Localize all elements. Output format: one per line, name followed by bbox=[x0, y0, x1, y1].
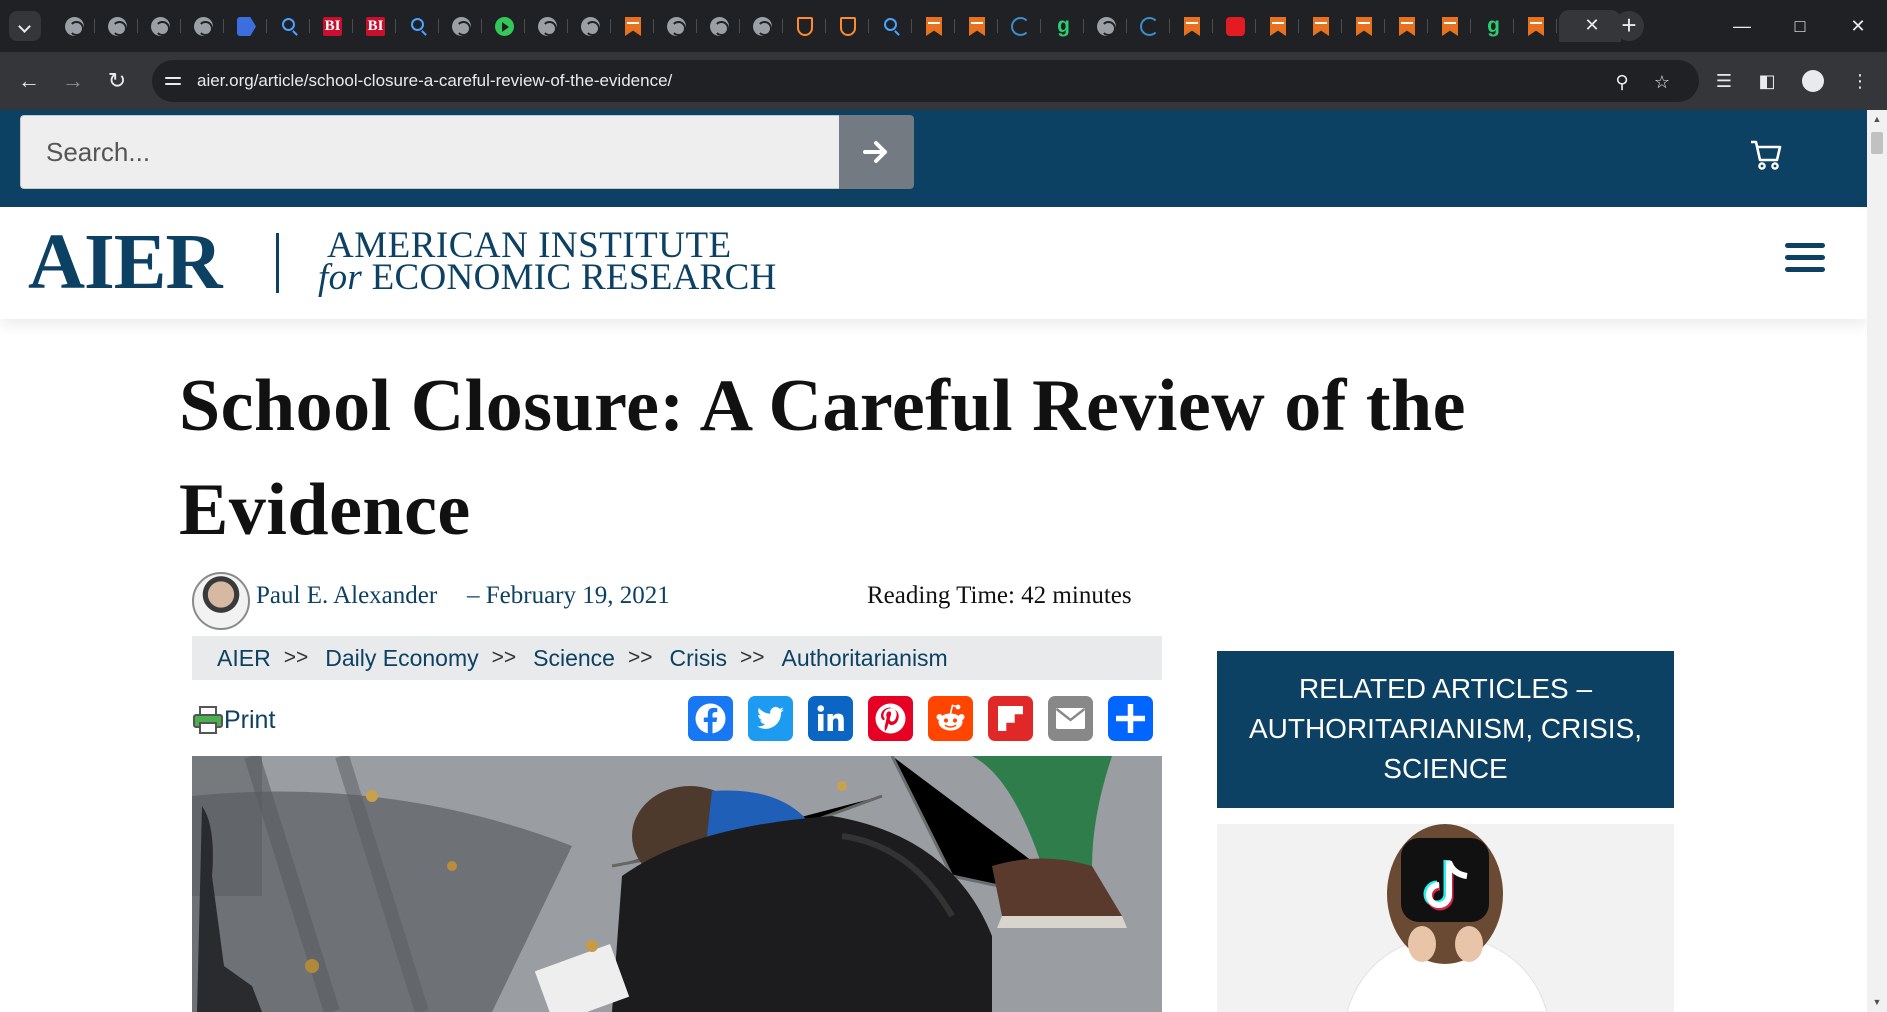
pinterest-share-button[interactable] bbox=[868, 696, 913, 741]
scroll-down-arrow[interactable]: ▼ bbox=[1872, 997, 1882, 1007]
blue-tag-icon bbox=[237, 17, 256, 36]
search-icon bbox=[411, 18, 424, 31]
breadcrumb-separator: >> bbox=[740, 646, 765, 669]
globe-icon bbox=[452, 17, 471, 36]
logo-line-2-text: ECONOMIC RESEARCH bbox=[371, 257, 777, 298]
browser-tab[interactable] bbox=[783, 10, 826, 42]
article-title: School Closure: A Careful Review of the Evidence bbox=[179, 365, 1467, 551]
browser-tab[interactable] bbox=[955, 10, 998, 42]
browser-tab[interactable] bbox=[525, 10, 568, 42]
globe-icon bbox=[108, 17, 127, 36]
site-search-input[interactable]: Search... bbox=[20, 115, 840, 189]
browser-tab[interactable] bbox=[224, 10, 267, 42]
side-panel-icon[interactable]: ◧ bbox=[1758, 71, 1776, 91]
arrow-right-icon bbox=[861, 137, 891, 167]
close-tab-icon[interactable]: ✕ bbox=[1584, 15, 1600, 35]
pinterest-icon bbox=[868, 696, 913, 741]
new-tab-button[interactable]: + bbox=[1614, 11, 1644, 41]
bookmark-icon bbox=[1313, 17, 1329, 36]
site-top-bar bbox=[0, 110, 1867, 207]
browser-tab[interactable] bbox=[1170, 10, 1213, 42]
related-article-photo bbox=[1217, 824, 1674, 1012]
shield-icon bbox=[797, 17, 813, 36]
reading-time: Reading Time: 42 minutes bbox=[867, 582, 1132, 609]
reddit-share-button[interactable] bbox=[928, 696, 973, 741]
browser-tab[interactable] bbox=[310, 10, 353, 42]
search-submit-button[interactable] bbox=[839, 115, 914, 189]
email-icon bbox=[1048, 696, 1093, 741]
twitter-icon bbox=[748, 696, 793, 741]
minimize-button[interactable]: — bbox=[1733, 16, 1751, 36]
breadcrumb-separator: >> bbox=[283, 646, 309, 669]
bookmark-icon bbox=[1399, 17, 1415, 36]
browser-tab[interactable] bbox=[1256, 10, 1299, 42]
logo-divider bbox=[276, 233, 279, 293]
flipboard-icon bbox=[988, 696, 1033, 741]
back-button[interactable]: ← bbox=[18, 68, 40, 93]
facebook-share-button[interactable] bbox=[688, 696, 733, 741]
browser-tab[interactable] bbox=[1385, 10, 1428, 42]
globe-icon bbox=[151, 17, 170, 36]
plus-icon bbox=[1108, 696, 1153, 741]
hamburger-menu-icon[interactable] bbox=[1785, 241, 1825, 275]
media-controls-icon[interactable]: ☰ bbox=[1715, 71, 1733, 91]
facebook-icon bbox=[688, 696, 733, 741]
printer-icon bbox=[192, 705, 224, 735]
globe-icon bbox=[667, 17, 686, 36]
globe-icon bbox=[753, 17, 772, 36]
logo-line-1[interactable]: AMERICAN INSTITUTE bbox=[327, 225, 732, 266]
globe-icon bbox=[581, 17, 600, 36]
browser-tab[interactable] bbox=[1428, 10, 1471, 42]
browser-tab[interactable] bbox=[1514, 10, 1557, 42]
breadcrumb-item[interactable]: Authoritarianism bbox=[781, 644, 948, 671]
browser-tab[interactable] bbox=[697, 10, 740, 42]
bookmark-icon bbox=[1528, 17, 1544, 36]
print-label: Print bbox=[224, 705, 276, 734]
browser-tab[interactable] bbox=[912, 10, 955, 42]
globe-icon bbox=[710, 17, 729, 36]
globe-icon bbox=[65, 17, 84, 36]
linkedin-icon bbox=[808, 696, 853, 741]
tab-search-button[interactable] bbox=[9, 11, 41, 41]
globe-icon bbox=[194, 17, 213, 36]
tab-list bbox=[52, 10, 1621, 42]
browser-tab[interactable] bbox=[1041, 10, 1084, 42]
browser-tab[interactable] bbox=[654, 10, 697, 42]
search-icon bbox=[282, 18, 295, 31]
web-page bbox=[0, 110, 1867, 1012]
publish-date: – February 19, 2021 bbox=[467, 582, 670, 609]
reload-button[interactable]: ↻ bbox=[107, 68, 127, 93]
bookmark-icon bbox=[926, 17, 942, 36]
twitter-share-button[interactable] bbox=[748, 696, 793, 741]
red-icon bbox=[1226, 17, 1245, 36]
bookmark-icon bbox=[1184, 17, 1200, 36]
close-window-button[interactable]: ✕ bbox=[1850, 16, 1866, 36]
globe-icon bbox=[1097, 17, 1116, 36]
browser-tab[interactable] bbox=[95, 10, 138, 42]
byline bbox=[192, 572, 1162, 630]
article-hero-image bbox=[192, 756, 1162, 1012]
browser-tab[interactable] bbox=[1471, 10, 1514, 42]
bookmark-icon bbox=[1356, 17, 1372, 36]
site-brand-bar bbox=[0, 207, 1867, 319]
bookmark-icon bbox=[625, 17, 641, 36]
scroll-up-arrow[interactable]: ▲ bbox=[1872, 114, 1882, 124]
g-icon: g bbox=[1487, 14, 1500, 37]
moon-icon bbox=[1011, 17, 1030, 36]
browser-tab-strip bbox=[0, 0, 1887, 52]
play-icon bbox=[495, 17, 514, 36]
active-browser-tab[interactable] bbox=[1559, 10, 1621, 42]
browser-tab[interactable] bbox=[138, 10, 181, 42]
browser-tab[interactable] bbox=[52, 10, 95, 42]
browser-toolbar bbox=[0, 52, 1887, 110]
breadcrumb-separator: >> bbox=[491, 646, 517, 669]
address-bar[interactable] bbox=[152, 60, 1699, 102]
browser-tab[interactable] bbox=[396, 10, 439, 42]
browser-tab[interactable] bbox=[1084, 10, 1127, 42]
bookmark-star-icon[interactable]: ☆ bbox=[1653, 72, 1671, 92]
zoom-icon[interactable]: ⚲ bbox=[1615, 72, 1629, 92]
browser-tab[interactable] bbox=[1299, 10, 1342, 42]
flipboard-share-button[interactable] bbox=[988, 696, 1033, 741]
browser-tab[interactable] bbox=[998, 10, 1041, 42]
maximize-button[interactable]: □ bbox=[1794, 16, 1806, 36]
site-settings-icon[interactable] bbox=[165, 73, 181, 89]
breadcrumb-item[interactable]: Crisis bbox=[669, 644, 727, 671]
bi-icon: BI bbox=[324, 18, 341, 34]
search-icon bbox=[884, 18, 897, 31]
logo-line-2[interactable] bbox=[318, 259, 777, 297]
bookmark-icon bbox=[1270, 17, 1286, 36]
browser-tab[interactable] bbox=[1127, 10, 1170, 42]
url-text[interactable]: aier.org/article/school-closure-a-careful-review-of-the-evidence/ bbox=[197, 71, 673, 90]
browser-tab[interactable] bbox=[1213, 10, 1256, 42]
browser-tab[interactable] bbox=[611, 10, 654, 42]
reddit-icon bbox=[928, 696, 973, 741]
browser-tab[interactable] bbox=[869, 10, 912, 42]
browser-tab[interactable] bbox=[826, 10, 869, 42]
hero-photo bbox=[192, 756, 1162, 1012]
related-articles-heading: RELATED ARTICLES – AUTHORITARIANISM, CRISIS, SCIENCE bbox=[1217, 651, 1674, 808]
breadcrumb-item[interactable]: Daily Economy bbox=[325, 644, 479, 671]
linkedin-share-button[interactable] bbox=[808, 696, 853, 741]
related-article-image[interactable] bbox=[1217, 824, 1674, 1012]
email-share-button[interactable] bbox=[1048, 696, 1093, 741]
cart-icon[interactable] bbox=[1748, 136, 1784, 172]
browser-tab[interactable] bbox=[181, 10, 224, 42]
browser-tab[interactable] bbox=[482, 10, 525, 42]
menu-kebab-icon[interactable]: ⋮ bbox=[1851, 71, 1869, 91]
breadcrumb-separator: >> bbox=[627, 646, 653, 669]
bookmark-icon bbox=[1442, 17, 1458, 36]
globe-icon bbox=[538, 17, 557, 36]
author-avatar[interactable] bbox=[192, 572, 250, 630]
breadcrumb-item[interactable]: Science bbox=[533, 644, 615, 671]
forward-button[interactable]: → bbox=[62, 68, 84, 93]
browser-tab[interactable] bbox=[267, 10, 310, 42]
browser-tab[interactable] bbox=[353, 10, 396, 42]
g-icon: g bbox=[1057, 14, 1070, 37]
profile-avatar-icon[interactable] bbox=[1802, 70, 1824, 92]
logo-for: for bbox=[318, 257, 363, 298]
bi-icon: BI bbox=[367, 18, 384, 34]
browser-tab[interactable] bbox=[1342, 10, 1385, 42]
breadcrumb-item[interactable]: AIER bbox=[217, 644, 271, 671]
shield-icon bbox=[840, 17, 856, 36]
breadcrumb bbox=[192, 636, 1162, 680]
site-logo[interactable]: AIER bbox=[28, 219, 222, 306]
author-link[interactable]: Paul E. Alexander bbox=[256, 582, 438, 609]
browser-tab[interactable] bbox=[439, 10, 482, 42]
share-more-button[interactable] bbox=[1108, 696, 1153, 741]
page-scrollbar[interactable] bbox=[1867, 110, 1887, 1012]
scroll-thumb[interactable] bbox=[1871, 132, 1883, 154]
share-buttons bbox=[688, 696, 1168, 741]
browser-tab[interactable] bbox=[740, 10, 783, 42]
moon-icon bbox=[1140, 17, 1159, 36]
bookmark-icon bbox=[969, 17, 985, 36]
browser-tab[interactable] bbox=[568, 10, 611, 42]
print-button[interactable] bbox=[192, 700, 275, 740]
